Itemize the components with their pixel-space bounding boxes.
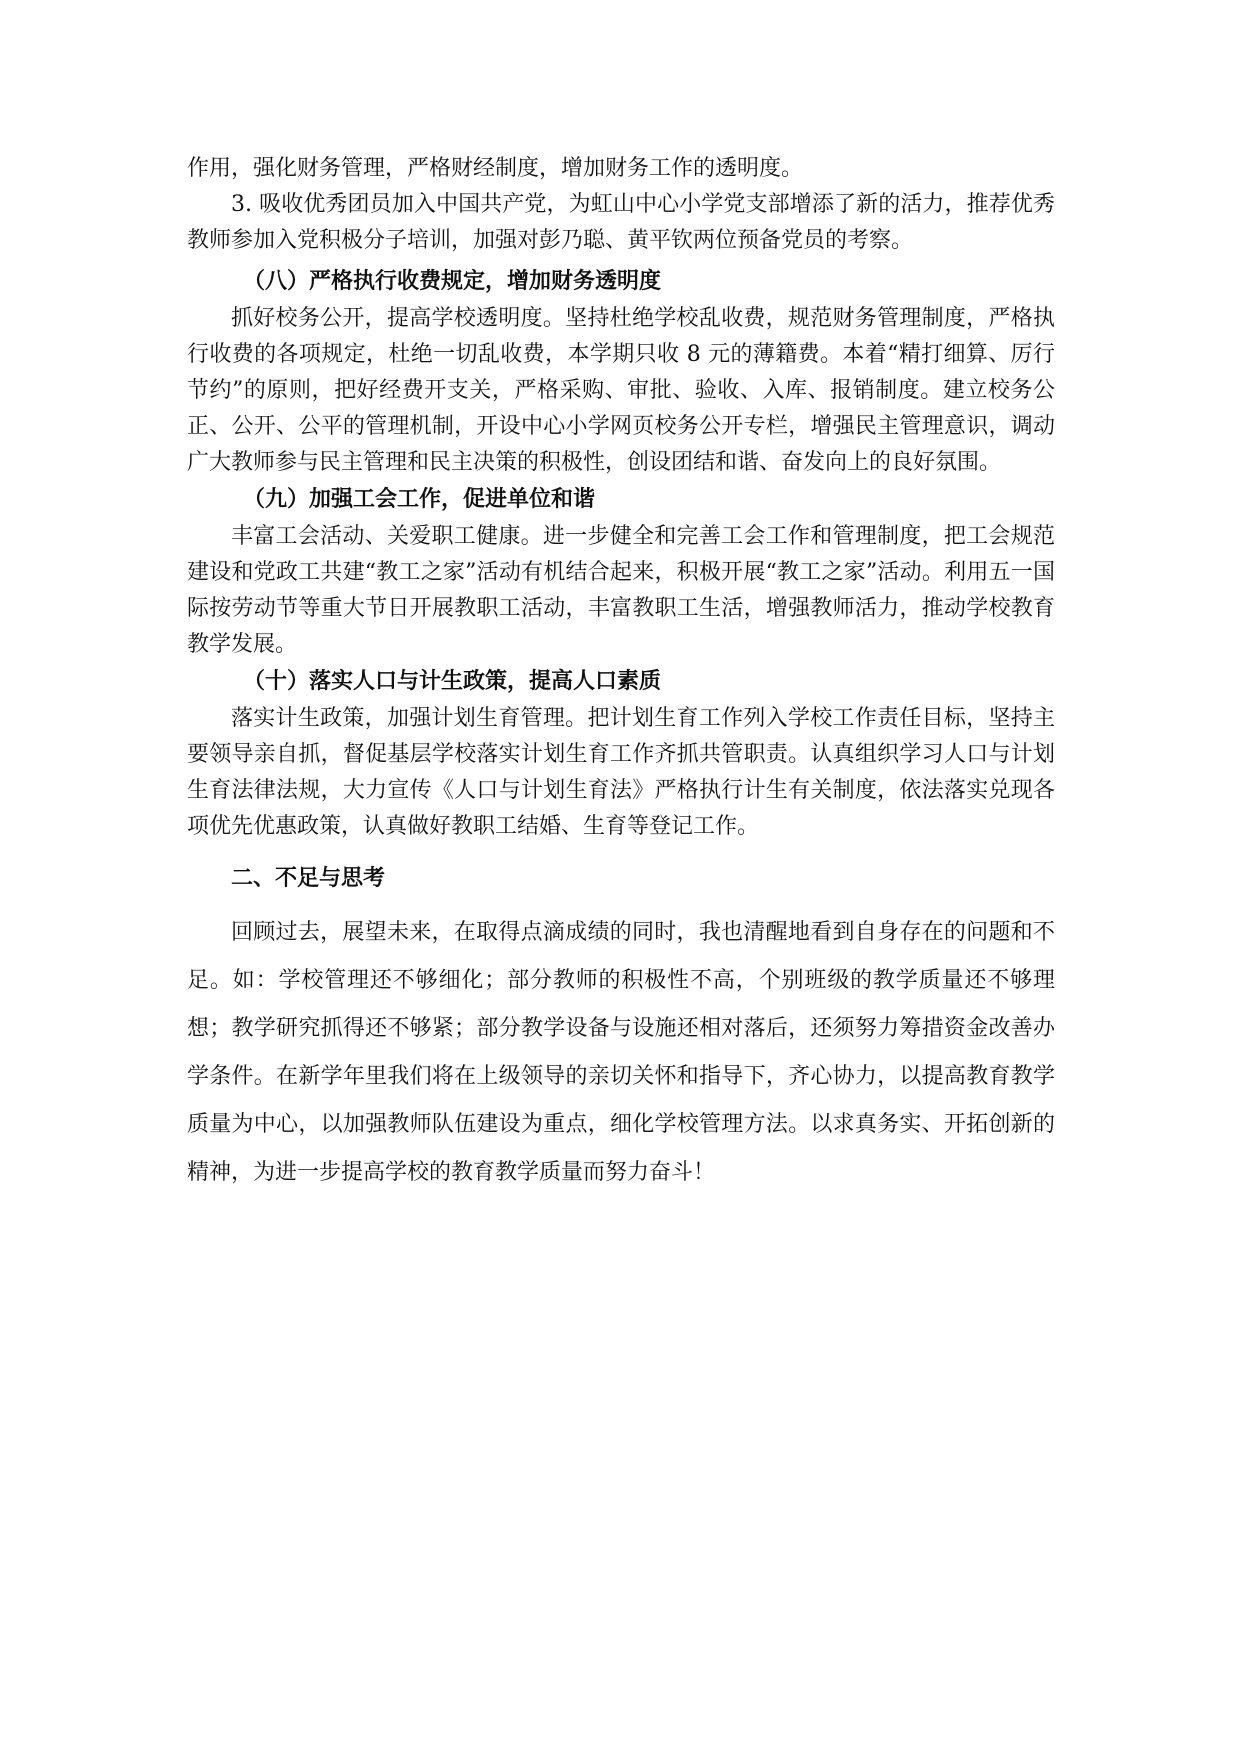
section-2-title: 二、不足与思考 <box>231 866 386 891</box>
heading-section-9: （九）加强工会工作，促进单位和谐 <box>243 487 596 512</box>
document-body <box>187 151 1055 1197</box>
final-paragraph: 回顾过去，展望未来，在取得点滴成绩的同时，我也清醒地看到自身存在的问题和不足。如：学校管理还不够细化；部分教师的积极性不高，个别班级的教学质量还不够理想；教学研究抓得还不够紧；部分教学设备与设施还相对落后，还须努力筹措资金改善办学条件。在新学年里我们将在上级领导的亲切关怀和指导下，齐心协力，以提高教育教学质量为中心，以加强教师队伍建设为重点，细化学校管理方法。以求真务实、开拓创新的精神，为进一步提高学校的教育教学质量而努力奋斗！ <box>187 920 1055 1185</box>
section-8-paragraph: 抓好校务公开，提高学校透明度。坚持杜绝学校乱收费，规范财务管理制度，严格执行收费的各项规定，杜绝一切乱收费，本学期只收 8 元的薄籍费。本着“精打细算、厉行节约”的原则，把好经费开支关，严格采购、审批、验收、入库、报销制度。建立校务公正、公开、公平的管理机制，开设中心小学网页校务公开专栏，增强民主管理意识，调动广大教师参与民主管理和民主决策的积极性，创设团结和谐、奋发向上的良好氛围。 <box>187 306 1055 475</box>
item-3-paragraph: 3. 吸收优秀团员加入中国共产党，为虹山中心小学党支部增添了新的活力，推荐优秀教师参加入党积极分子培训，加强对彭乃聪、黄平钦两位预备党员的考察。 <box>187 192 1055 253</box>
heading-section-10: （十）落实人口与计生政策，提高人口素质 <box>243 669 662 694</box>
section-10-paragraph: 落实计生政策，加强计划生育管理。把计划生育工作列入学校工作责任目标，坚持主要领导亲自抓，督促基层学校落实计划生育工作齐抓共管职责。认真组织学习人口与计划生育法律法规，大力宣传《人口与计划生育法》严格执行计生有关制度，依法落实兑现各项优先优惠政策，认真做好教职工结婚、生育等登记工作。 <box>187 706 1055 839</box>
section-9-paragraph: 丰富工会活动、关爱职工健康。进一步健全和完善工会工作和管理制度，把工会规范建设和党政工共建“教工之家”活动有机结合起来，积极开展“教工之家”活动。利用五一国际按劳动节等重大节日开展教职工活动，丰富教职工生活，增强教师活力，推动学校教育教学发展。 <box>187 524 1055 657</box>
continued-paragraph: 作用，强化财务管理，严格财经制度，增加财务工作的透明度。 <box>187 156 804 181</box>
heading-section-8: （八）严格执行收费规定，增加财务透明度 <box>243 269 662 294</box>
